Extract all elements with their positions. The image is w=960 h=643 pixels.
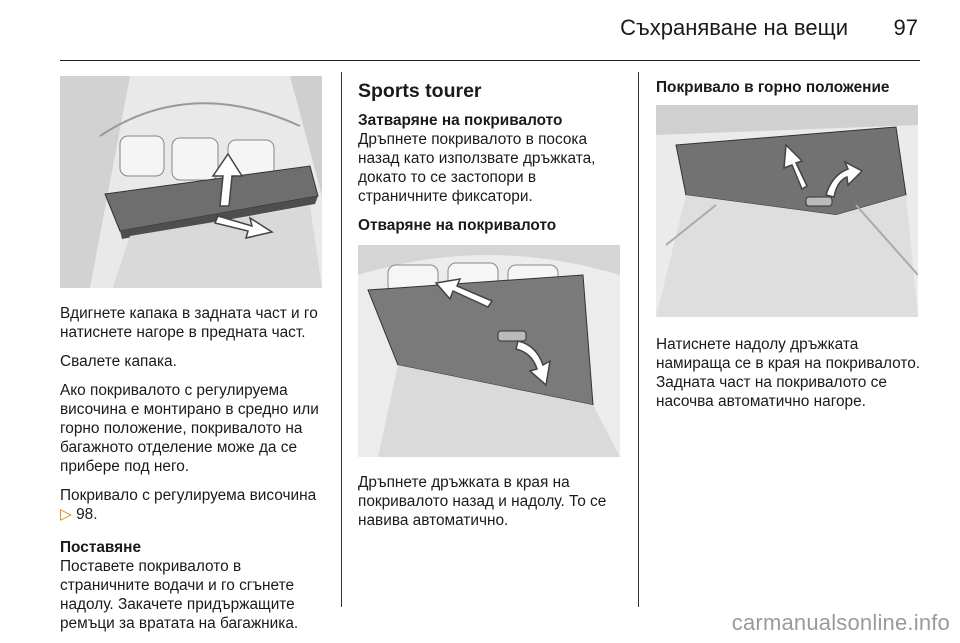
- illustration-cover-upper-position: [656, 105, 918, 317]
- paragraph-install: Поставете покривалото в страничните водачи и го сгънете надолу. Закачете придържащите ремъци за вратата на багажника.: [60, 558, 299, 632]
- column-divider-1: [341, 72, 342, 607]
- header-rule: [60, 60, 920, 61]
- paragraph-lift-cover: Вдигнете капака в задната част и го натиснете нагоре в предната част.: [60, 305, 318, 341]
- illustration-cover-removal: [60, 76, 322, 288]
- caption-cover-upper-position: Натиснете надолу дръжката намираща се в края на покривалото. Задната част на покривалото се насочва автоматично нагоре.: [656, 336, 921, 410]
- subheading-open-cover: Отваряне на покривалото: [358, 217, 557, 234]
- cross-reference-text: Покривало с регулируема височина: [60, 487, 317, 504]
- column-3: [656, 78, 921, 421]
- column-divider-2: [638, 72, 639, 607]
- cross-reference-page-link[interactable]: 98.: [76, 506, 98, 523]
- paragraph-close-cover: Дръпнете покривалото в посока назад като използвате дръжката, докато то се застопори в страничните фиксатори.: [358, 131, 596, 205]
- paragraph-remove-cover: Свалете капака.: [60, 353, 177, 370]
- column-1: [60, 76, 328, 643]
- paragraph-adjustable-cover: Ако покривалото с регулируема височина е монтирано в средно или горно положение, покривалото на багажното отделение може да се прибере под него.: [60, 382, 319, 475]
- column-2: [358, 80, 626, 540]
- heading-sports-tourer: Sports tourer: [358, 80, 482, 102]
- watermark: carmanualsonline.info: [731, 610, 950, 635]
- heading-cover-upper-position: Покривало в горно положение: [656, 79, 890, 96]
- illustration-open-cover: [358, 245, 620, 457]
- subheading-close-cover: Затваряне на покривалото: [358, 112, 563, 129]
- caption-open-cover: Дръпнете дръжката в края на покривалото назад и надолу. То се навива автоматично.: [358, 474, 607, 529]
- page-number: 97: [893, 15, 918, 40]
- section-heading-install: Поставяне: [60, 539, 142, 556]
- page-header-title: Съхраняване на вещи: [620, 15, 848, 40]
- cross-reference-arrow-icon: ▷: [60, 506, 72, 523]
- paragraph-cross-reference: [60, 486, 328, 524]
